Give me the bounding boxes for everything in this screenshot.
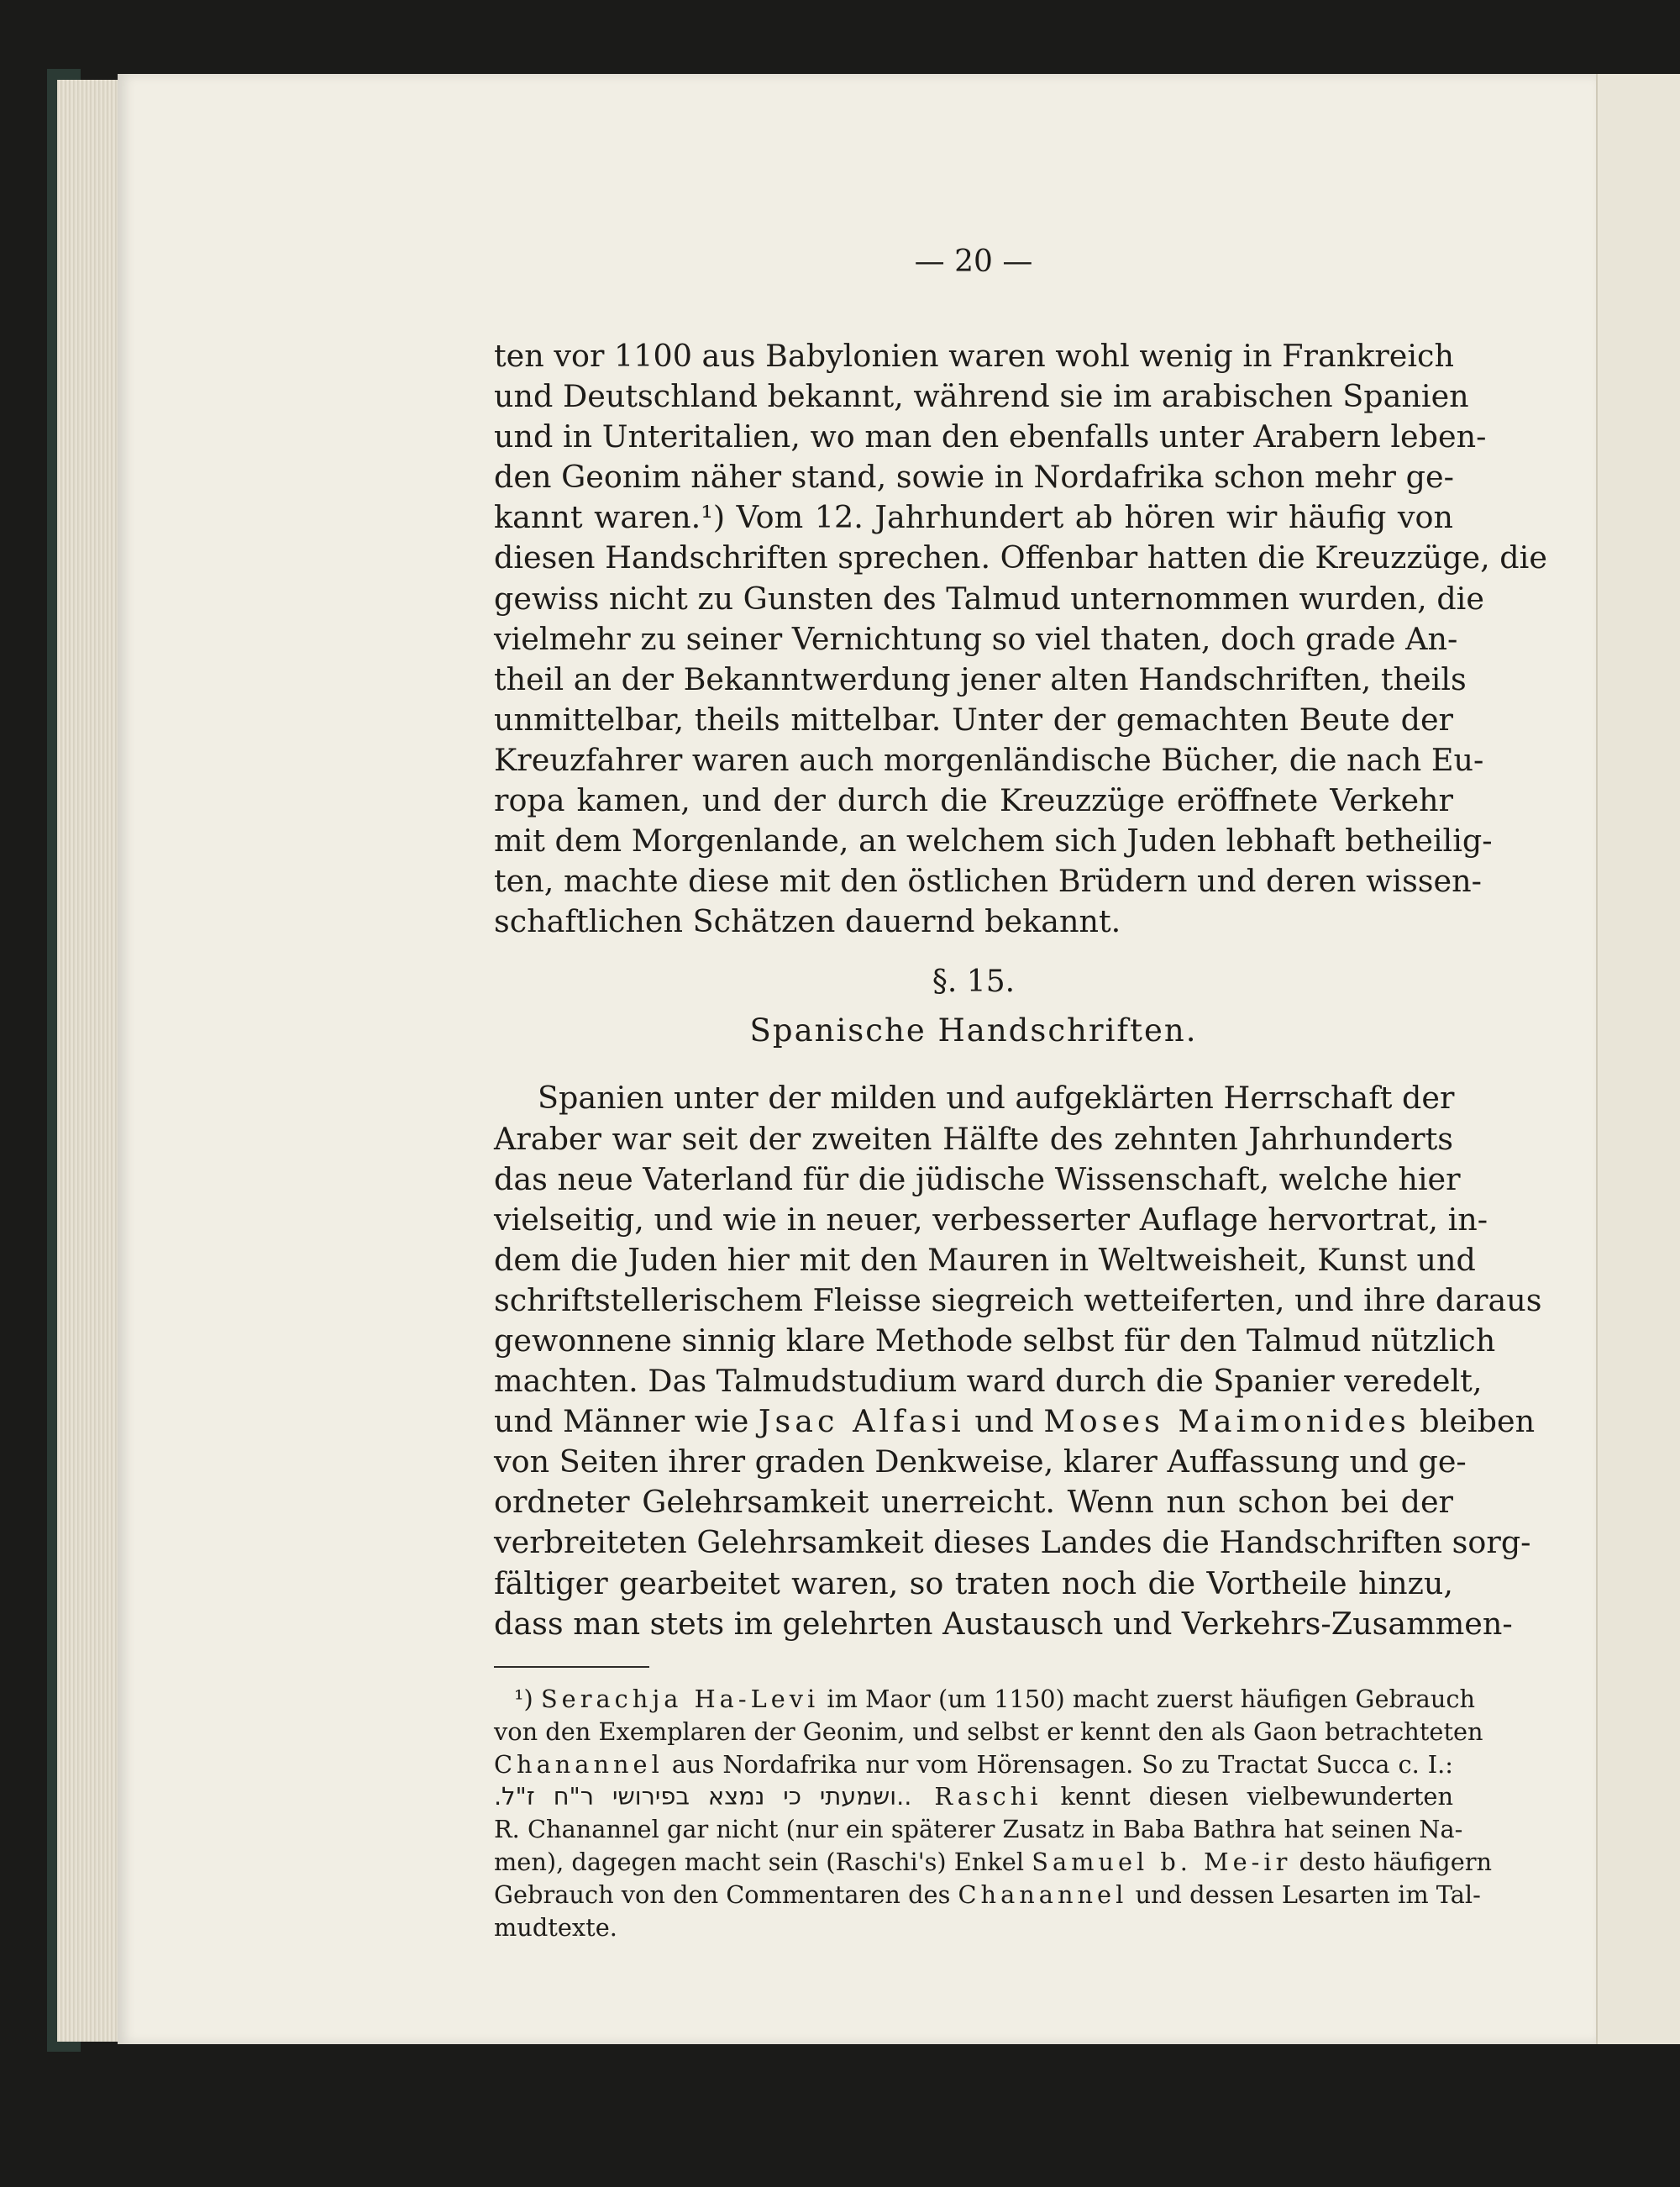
text-line: gewonnene sinnig klare Methode selbst für den Talmud nützlich — [494, 1322, 1496, 1359]
text-line: Kreuzfahrer waren auch morgenländische Bücher, die nach Eu- — [494, 741, 1484, 778]
footnote-line: von den Exemplaren der Geonim, und selbst er kennt den als Gaon betrachteten — [494, 1716, 1483, 1746]
page-text — [494, 237, 1547, 1944]
text-line: dem die Juden hier mit den Mauren in Weltweisheit, Kunst und — [494, 1241, 1476, 1278]
text-line: ropa kamen, und der durch die Kreuzzüge eröffnete Verkehr — [494, 782, 1453, 819]
text-line: machten. Das Talmudstudium ward durch die Spanier veredelt, — [494, 1363, 1483, 1400]
footnote-name: Raschi — [911, 1782, 1042, 1811]
text-line: den Geonim näher stand, sowie in Nordafrika schon mehr ge- — [494, 459, 1454, 496]
text-segment: und — [964, 1403, 1044, 1440]
footnote-name: Chanannel — [958, 1880, 1128, 1910]
text-line: Araber war seit der zweiten Hälfte des zehnten Jahrhunderts — [494, 1120, 1453, 1157]
footnote-line — [494, 1683, 1476, 1716]
text-line: Spanien unter der milden und aufgeklärten Herrschaft der — [538, 1080, 1455, 1117]
text-line: und in Unteritalien, wo man den ebenfalls unter Arabern leben- — [494, 418, 1487, 455]
text-segment: bleiben — [1410, 1403, 1536, 1440]
text-line: fältiger gearbeitet waren, so traten noch die Vortheile hinzu, — [494, 1564, 1453, 1601]
text-line: gewiss nicht zu Gunsten des Talmud unternommen wurden, die — [494, 580, 1484, 617]
footnote-text: desto häufigern — [1291, 1848, 1493, 1877]
footnote-line: mudtexte. — [494, 1912, 617, 1942]
text-line: das neue Vaterland für die jüdische Wissenschaft, welche hier — [494, 1160, 1461, 1197]
text-line: vielmehr zu seiner Vernichtung so viel thaten, doch grade An- — [494, 620, 1458, 657]
footnote-text: und dessen Lesarten im Tal- — [1127, 1880, 1481, 1910]
name-alfasi: Jsac Alfasi — [758, 1403, 965, 1440]
footnote-line — [494, 1879, 1481, 1911]
text-line-names — [494, 1401, 1536, 1442]
footnote-line — [494, 1748, 1453, 1781]
footnote-marker: ¹) — [514, 1684, 541, 1713]
text-segment: und Männer wie — [494, 1403, 759, 1440]
text-line: schriftstellerischem Fleisse siegreich wetteiferten, und ihre daraus — [494, 1281, 1542, 1318]
facing-page-edge — [1596, 74, 1680, 2044]
footnote-text: men), dagegen macht sein (Raschi's) Enkel — [494, 1848, 1032, 1877]
footnote-name: Serachja Ha-Levi — [540, 1684, 820, 1713]
text-line: kannt waren.¹) Vom 12. Jahrhundert ab hören wir häufig von — [494, 499, 1453, 536]
text-line: diesen Handschriften sprechen. Offenbar hatten die Kreuzzüge, die — [494, 539, 1547, 576]
text-line: vielseitig, und wie in neuer, verbesserter Auflage hervortrat, in- — [494, 1201, 1488, 1238]
text-line: dass man stets im gelehrten Austausch und Verkehrs-Zusammen- — [494, 1605, 1513, 1642]
footnote-text: Gebrauch von den Commentaren des — [494, 1880, 958, 1910]
section-paragraph — [494, 1078, 1542, 1643]
section-number: §. 15. — [932, 965, 1016, 1000]
name-maimonides: Moses Maimonides — [1043, 1403, 1410, 1440]
footnote-line: R. Chanannel gar nicht (nur ein späterer Zusatz in Baba Bathra hat seinen Na- — [494, 1815, 1463, 1844]
text-line: mit dem Morgenlande, an welchem sich Juden lebhaft betheilig- — [494, 823, 1493, 860]
footnote-name: Chanannel — [494, 1749, 664, 1779]
text-line: und Deutschland bekannt, während sie im arabischen Spanien — [494, 378, 1469, 415]
text-line: ordneter Gelehrsamkeit unerreicht. Wenn nun schon bei der — [494, 1484, 1453, 1521]
section-title: Spanische Handschriften. — [749, 1012, 1198, 1049]
footnote-line — [494, 1780, 1453, 1813]
text-line: theil an der Bekanntwerdung jener alten Handschriften, theils — [494, 660, 1467, 697]
footnote — [494, 1683, 1493, 1944]
main-paragraph — [494, 336, 1547, 942]
hebrew-quote: ..ושמעתי כי נמצא בפירושי ר"ח ז"ל. — [494, 1782, 912, 1811]
page-number: — 20 — — [914, 244, 1033, 279]
text-line: schaftlichen Schätzen dauernd bekannt. — [494, 903, 1121, 940]
footnote-text: kennt diesen vielbewunderten — [1042, 1782, 1453, 1811]
text-line: verbreiteten Gelehrsamkeit dieses Landes die Handschriften sorg- — [494, 1524, 1531, 1561]
footnote-text: im Maor (um 1150) macht zuerst häufigen Gebrauch — [819, 1684, 1476, 1713]
text-line: von Seiten ihrer graden Denkweise, klarer Auffassung und ge- — [494, 1443, 1467, 1480]
footnote-divider — [494, 1666, 649, 1668]
footnote-name: Samuel b. Me-ir — [1032, 1848, 1292, 1877]
text-line: ten vor 1100 aus Babylonien waren wohl wenig in Frankreich — [494, 338, 1454, 374]
text-line: unmittelbar, theils mittelbar. Unter der gemachten Beute der — [494, 701, 1453, 738]
text-line: ten, machte diese mit den östlichen Brüdern und deren wissen- — [494, 863, 1482, 900]
footnote-line — [494, 1846, 1493, 1879]
footnote-text: aus Nordafrika nur vom Hörensagen. So zu Tractat Succa c. I.: — [663, 1749, 1453, 1779]
